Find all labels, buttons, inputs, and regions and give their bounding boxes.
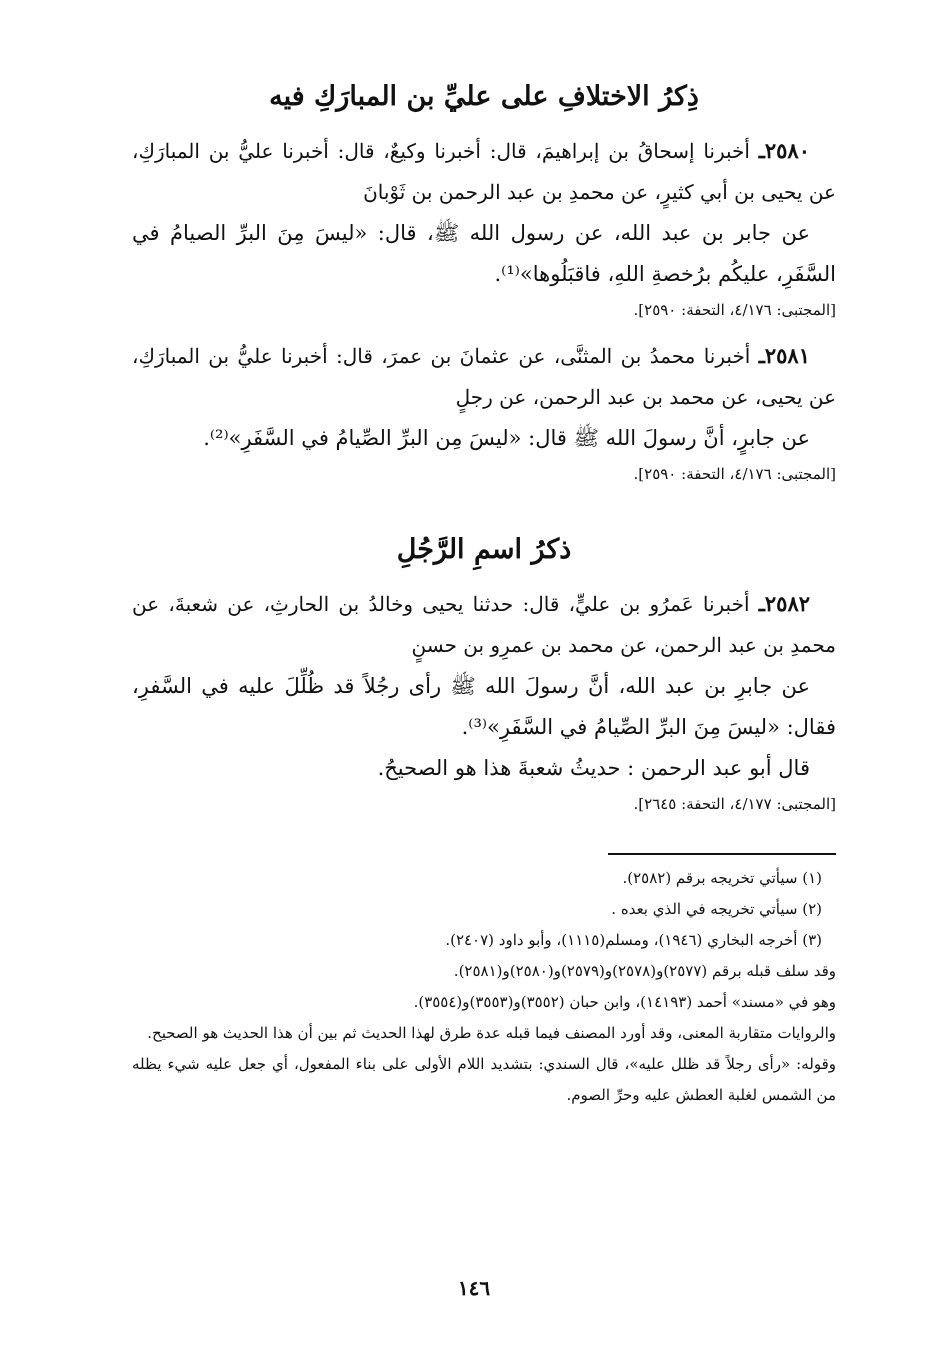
- footnote-3-continued: وقد سلف قبله برقم (٢٥٧٧)و(٢٥٧٨)و(٢٥٧٩)و(٢٥٨٠)و(٢٥٨١).: [453, 961, 836, 980]
- isnad-line-1: أخبرنا محمدُ بن المثنَّى، عن عثمانَ بن عمرَ، قال: أخبرنا عليُّ بن المبارَكِ،: [132, 343, 751, 368]
- footnote-3: (٣) أخرجه البخاري (١٩٤٦)، ومسلم(١١١٥)، وأبو داود (٢٤٠٧).: [445, 930, 822, 949]
- source-reference: [المجتبى: ٤/١٧٧، التحفة: ٢٦٤٥].: [633, 794, 836, 813]
- author-comment: قال أبو عبد الرحمن : حديثُ شعبةَ هذا هو الصحيحُ.: [377, 755, 810, 780]
- hadith-matn: [132, 418, 836, 459]
- hadith-number: ٢٥٨٢ـ: [758, 590, 811, 616]
- footnote-3-continued: وقوله: «رأى رجلاً قد ظلل عليه»، قال السندي: بتشديد اللام الأولى على بناء المفعول، أي جعل عليه شيء يظله من الشمس لغلبة العطش عليه وحرِّ الصوم.: [132, 1054, 836, 1104]
- hadith-2582: [132, 583, 836, 817]
- matn-line-2: السَّفَرِ، عليكُم برُخصةِ اللهِ، فاقبَلُوها»⁽¹⁾.: [494, 261, 836, 286]
- matn-line-2: فقال: «ليسَ مِنَ البرِّ الصِّيامُ في السَّفَرِ»⁽³⁾.: [461, 714, 836, 739]
- footnote-2: (٢) سيأتي تخريجه في الذي بعده .: [611, 899, 822, 918]
- isnad-line-2: المبارَكِ، عن يحيى بن أبي كثيرٍ، عن محمدِ بن عبد الرحمن بن ثَوْبانَ: [132, 138, 836, 204]
- isnad-line-1: أخبرنا عَمرُو بن عليٍّ، قال: حدثنا يحيى وخالدُ بن الحارثِ، عن شعبةَ،: [168, 591, 750, 616]
- hadith-isnad: [132, 583, 836, 666]
- footnotes: [132, 853, 836, 1111]
- hadith-2580: [132, 130, 836, 323]
- isnad-line-1: أخبرنا إسحاقُ بن إبراهيمَ، قال: أخبرنا وكيعٌ، قال: أخبرنا عليُّ بن: [208, 138, 750, 163]
- hadith-matn: [132, 213, 836, 295]
- isnad-line-2: عن محمدِ بن عبد الرحمن، عن محمد بن عمرِو بن حسنٍ: [132, 591, 836, 657]
- hadith-number: ٢٥٨٠ـ: [758, 137, 810, 163]
- page-number: ١٤٦: [457, 1276, 491, 1300]
- source-reference: [المجتبى: ٤/١٧٦، التحفة: ٢٥٩٠].: [633, 464, 836, 483]
- hadith-isnad: [132, 130, 836, 213]
- matn-line-1: عن جابرِ بن عبد الله، أنَّ رسولَ الله ﷺ رأى رجُلاً قد ظُلِّلَ عليه في السَّفرِ،: [132, 673, 810, 698]
- footnote-divider: [608, 853, 836, 855]
- source-reference: [المجتبى: ٤/١٧٦، التحفة: ٢٥٩٠].: [633, 300, 836, 319]
- footnote-3-continued: والروايات متقاربة المعنى، وقد أورد المصنف فيما قبله عدة طرق لهذا الحديث ثم بين أن هذا الحديث هو الصحيح.: [147, 1023, 836, 1042]
- isnad-line-2: عن يحيى، عن محمد بن عبد الرحمن، عن رجلٍ: [455, 384, 836, 409]
- hadith-matn: [132, 666, 836, 748]
- chapter-heading-disagreement: ذِكرُ الاختلافِ على عليِّ بن المبارَكِ فيه: [269, 81, 699, 112]
- hadith-number: ٢٥٨١ـ: [758, 342, 810, 368]
- chapter-heading-man-name: ذكرُ اسمِ الرَّجُلِ: [396, 533, 572, 565]
- footnote-3-continued: وهو في «مسند» أحمد (١٤١٩٣)، وابن حبان (٣٥٥٢)و(٣٥٥٣)و(٣٥٥٤).: [413, 992, 836, 1011]
- matn-line-1: عن جابر بن عبد الله، عن رسول الله ﷺ، قال: «ليسَ مِنَ البرِّ الصيامُ في: [132, 220, 810, 245]
- hadith-isnad: [132, 335, 836, 418]
- matn-line-1: عن جابرٍ، أنَّ رسولَ الله ﷺ قال: «ليسَ مِن البرِّ الصِّيامُ في السَّفَرِ»⁽²⁾.: [203, 425, 810, 450]
- footnote-1: (١) سيأتي تخريجه برقم (٢٥٨٢).: [622, 868, 822, 887]
- hadith-2581: [132, 335, 836, 487]
